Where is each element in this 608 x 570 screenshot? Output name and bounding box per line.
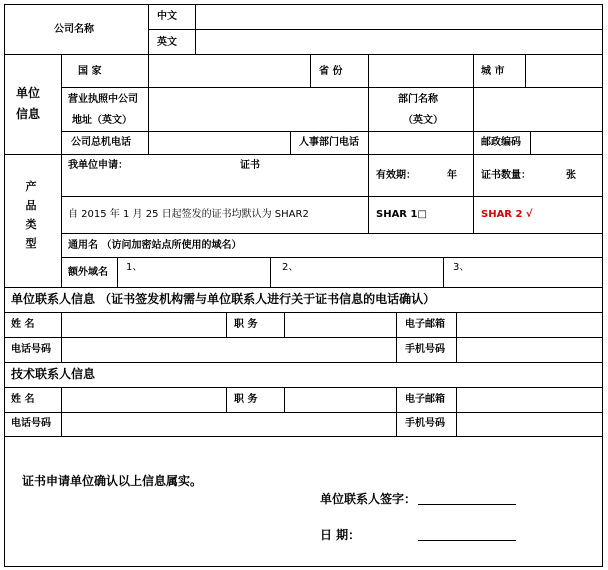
sheet-label: 张 (566, 170, 576, 181)
rule (443, 257, 444, 287)
phone-label: 电话号码 (11, 344, 51, 355)
company-name-label: 公司名称 (54, 24, 94, 35)
date-label: 日 期： (320, 528, 361, 542)
rule (310, 54, 311, 87)
confirmation-statement: 证书申请单位确认以上信息属实。 (22, 474, 203, 488)
position-label: 职 务 (234, 394, 258, 405)
mobile-label: 手机号码 (405, 418, 445, 429)
hr-phone-label: 人事部门电话 (299, 137, 359, 148)
rule (148, 4, 149, 54)
signature-label: 单位联系人签字： (320, 492, 417, 506)
company-name-en-field[interactable] (200, 37, 598, 51)
rule (61, 54, 62, 287)
rule (396, 387, 397, 436)
product-type-label: 产 品 类 型 (25, 180, 37, 250)
email-label: 电子邮箱 (405, 394, 445, 405)
city-label: 城 市 (481, 66, 505, 77)
rule (368, 131, 369, 154)
rule (148, 87, 149, 131)
rule (284, 387, 285, 412)
rule (290, 131, 291, 154)
rule (4, 337, 603, 338)
country-label: 国 家 (78, 66, 102, 77)
rule (61, 312, 62, 362)
extra-domain-2[interactable]: 2、 (282, 262, 299, 273)
email-label: 电子邮箱 (405, 319, 445, 330)
license-address-label: 营业执照中公司 (68, 94, 138, 105)
extra-domain-1[interactable]: 1、 (126, 262, 143, 273)
rule (61, 257, 603, 258)
rule (226, 312, 227, 337)
tech-contact-heading: 技术联系人信息 (11, 367, 96, 381)
unit-info-label: 单位 (16, 86, 41, 100)
rule (4, 312, 603, 313)
rule (270, 257, 271, 287)
name-label: 姓 名 (11, 319, 35, 330)
rule (61, 87, 603, 88)
unit-info-label: 信息 (16, 107, 41, 121)
chinese-label: 中文 (157, 11, 177, 22)
rule (61, 233, 603, 234)
mobile-label: 手机号码 (405, 344, 445, 355)
company-name-zh-field[interactable] (200, 11, 598, 25)
name-label: 姓 名 (11, 394, 35, 405)
rule (61, 196, 603, 197)
extra-domain-3[interactable]: 3、 (453, 262, 470, 273)
sha2-checkbox[interactable]: SHAR 2 √ (481, 209, 533, 220)
rule (61, 131, 603, 132)
rule (148, 131, 149, 154)
rule (4, 54, 603, 55)
apply-label: 我单位申请： (68, 160, 128, 171)
signature-line[interactable] (418, 504, 516, 505)
rule (456, 312, 457, 362)
rule (4, 436, 603, 437)
rule (473, 154, 474, 233)
main-phone-label: 公司总机电话 (71, 137, 131, 148)
rule (530, 131, 531, 154)
rule (396, 312, 397, 362)
position-label: 职 务 (234, 319, 258, 330)
default-sha2-note: 自 2015 年 1 月 25 日起签发的证书均默认为 SHAR2 (68, 209, 309, 220)
year-label: 年 (447, 170, 457, 181)
rule (368, 87, 369, 131)
certificate-label: 证书 (240, 160, 260, 171)
rule (61, 387, 62, 436)
phone-label: 电话号码 (11, 418, 51, 429)
rule (368, 154, 369, 233)
unit-contact-heading: 单位联系人信息 （证书签发机构需与单位联系人进行关于证书信息的电话确认） (11, 292, 436, 306)
rule (456, 387, 457, 436)
rule (117, 257, 118, 287)
sha1-checkbox[interactable]: SHAR 1□ (376, 209, 427, 220)
rule (195, 4, 196, 54)
rule (148, 54, 149, 87)
rule (473, 87, 474, 131)
license-address-label: 地址（英文） (72, 115, 132, 126)
rule (473, 54, 474, 87)
extra-domain-label: 额外域名 (68, 267, 108, 278)
date-line[interactable] (418, 540, 516, 541)
rule (368, 54, 369, 87)
rule (4, 387, 603, 388)
rule (226, 387, 227, 412)
province-label: 省 份 (319, 66, 343, 77)
common-name-label: 通用名 （访问加密站点所使用的域名） (68, 240, 242, 251)
cert-count-label: 证书数量： (481, 170, 531, 181)
department-name-label: 部门名称 (398, 94, 438, 105)
rule (473, 131, 474, 154)
rule (4, 362, 603, 363)
postcode-label: 邮政编码 (481, 137, 521, 148)
rule (525, 54, 526, 87)
rule (148, 29, 603, 30)
department-name-label: （英文） (403, 115, 443, 126)
rule (4, 287, 603, 288)
validity-label: 有效期： (376, 170, 416, 181)
rule (284, 312, 285, 337)
rule (4, 412, 603, 413)
rule (4, 154, 603, 155)
english-label: 英文 (157, 37, 177, 48)
